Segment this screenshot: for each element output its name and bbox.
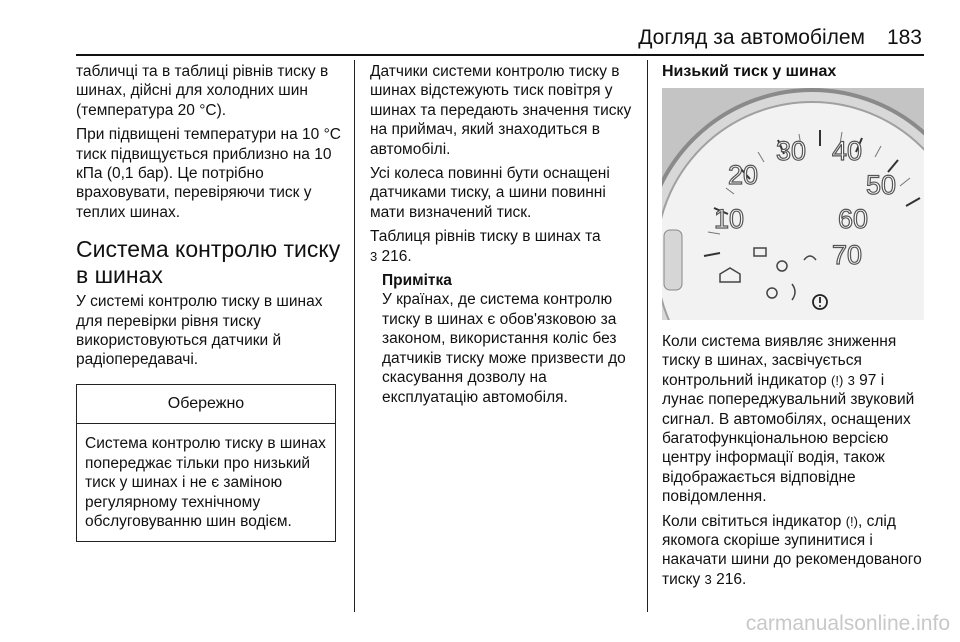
gauge-label-30: 30 <box>776 136 807 166</box>
paragraph: табличці та в таблиці рівнів тиску в шинах, дійсні для холодних шин (температура 20 °C). <box>76 63 329 119</box>
gauge-label-40: 40 <box>832 136 863 166</box>
page-ref-arrow-icon: 3 <box>847 372 855 388</box>
instrument-cluster-figure <box>662 88 924 320</box>
caution-title: Обережно <box>77 385 335 424</box>
paragraph-text: Коли світиться індикатор <box>662 512 842 530</box>
note-text: У країнах, де система контролю тиску в шинах є обов'язковою за законом, використання коліс без датчиків тиску може призвести до скасування дозволу на експлуатацію автомобіля. <box>382 291 626 406</box>
tpms-indicator-icon: (!) <box>831 372 844 388</box>
subsection-heading: Низький тиск у шинах <box>662 63 837 80</box>
paragraph: При підвищені температури на 10 °C тиск підвищується приблизно на 10 кПа (0,1 бар). Це потрібно враховувати, перевіряючи тиск у теплих шинах. <box>76 126 341 221</box>
note-box <box>382 271 638 407</box>
paragraph <box>662 332 930 507</box>
paragraph-text: Таблиця рівнів тиску в шинах та <box>370 228 601 246</box>
column-divider-1 <box>354 60 355 612</box>
gauge-label-10: 10 <box>714 204 745 234</box>
paragraph: Датчики системи контролю тиску в шинах відстежують тиск повітря у шинах та передають значення тиску на приймач, який знаходиться в автомобілі. <box>370 63 632 158</box>
page-header <box>0 0 960 56</box>
gauge-label-70: 70 <box>832 240 863 270</box>
paragraph-text: і лунає попереджувальний звуковий сигнал. В автомобілях, оснащених багатофункціональною версією центру інформації водія, також відображається відповідне повідомлення. <box>662 371 915 506</box>
column-2 <box>370 62 638 407</box>
paragraph-text: Коли система виявляє зниження тиску в шинах, засвічується контрольний індикатор <box>662 333 897 389</box>
tpms-indicator-icon: (!) <box>845 513 858 529</box>
page-ref-arrow-icon: 3 <box>704 571 712 587</box>
paragraph: У системі контролю тиску в шинах для перевірки рівня тиску використовуються датчики й радіопередавачі. <box>76 293 323 369</box>
paragraph: Усі колеса повинні бути оснащені датчиками тиску, а шини повинні мати визначений тиск. <box>370 165 610 221</box>
column-divider-2 <box>647 60 648 612</box>
caution-box <box>76 384 336 542</box>
page-ref[interactable]: 216. <box>381 247 412 265</box>
section-heading: Система контролю тиску в шинах <box>76 236 341 289</box>
note-title: Примітка <box>382 272 452 290</box>
paragraph-text: , слід якомога скоріше зупинитися і накачати шини до рекомендованого тиску <box>662 512 922 588</box>
watermark: carmanualsonline.info <box>745 612 950 635</box>
page-ref[interactable]: 216. <box>716 570 747 588</box>
gauge-label-50: 50 <box>866 170 897 200</box>
paragraph <box>370 227 638 266</box>
gauge-label-20: 20 <box>728 160 759 190</box>
paragraph <box>662 512 930 590</box>
header-title: Догляд за автомобілем <box>638 26 865 49</box>
page-number: 183 <box>886 26 922 49</box>
speedometer-illustration <box>662 88 924 320</box>
page-ref-arrow-icon: 3 <box>370 248 378 264</box>
header-rule <box>76 54 924 56</box>
caution-text: Система контролю тиску в шинах попереджає тільки про низький тиск у шинах і не є заміною регулярному технічному обслуговуванню шин водієм. <box>85 435 326 530</box>
column-1 <box>76 62 346 542</box>
page-ref[interactable]: 97 <box>859 371 877 389</box>
gauge-label-60: 60 <box>838 204 869 234</box>
column-3 <box>662 62 930 594</box>
